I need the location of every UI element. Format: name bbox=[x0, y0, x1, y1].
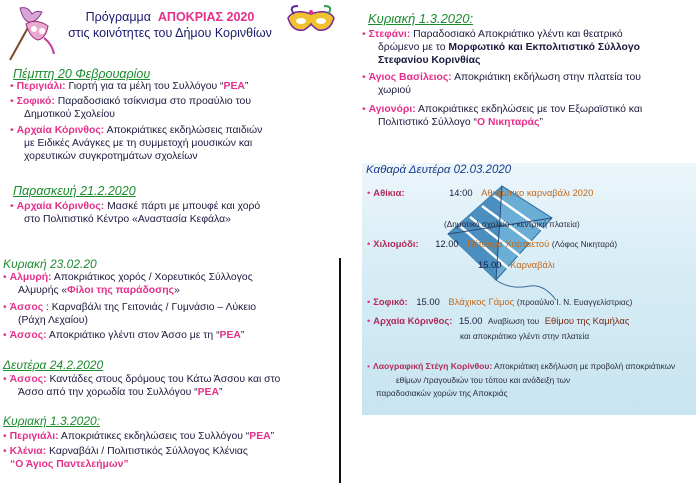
panel-item-chiliomodi-2: 15.00 Καρναβάλι bbox=[478, 259, 555, 270]
title-subtitle: στις κοινότητες του Δήμου Κορινθίων bbox=[68, 26, 272, 40]
date-heading-sunday-23: Κυριακή 23.02.20 bbox=[3, 257, 97, 271]
list-item-continuation: “Ο Άγιος Παντελεήμων” bbox=[10, 459, 129, 470]
date-heading-monday-24: Δευτέρα 24.2.2020 bbox=[3, 358, 104, 372]
list-item-continuation: δρώμενο με το Μορφωτικό και Εκπολιτιστικό Σύλλογο bbox=[378, 42, 641, 53]
panel-item-sofiko: • Σοφικό: 15.00 Βλάχικος Γάμος (προαύλιο Ι. Ν. Ευαγγελίστριας) bbox=[367, 296, 633, 307]
list-item: • Άσσος: Καντάδες στους δρόμους του Κάτω Άσσου και στο bbox=[3, 374, 281, 385]
page-title bbox=[50, 10, 290, 41]
list-item-continuation: Αλμυρής «Φίλοι της παράδοσης» bbox=[18, 285, 180, 296]
date-heading-right-sunday: Κυριακή 1.3.2020: bbox=[368, 11, 474, 26]
list-item: • Αρχαία Κόρινθος: Αποκριάτικες εκδηλώσεις παιδιών bbox=[10, 125, 263, 136]
date-heading-sunday-1: Κυριακή 1.3.2020: bbox=[3, 414, 101, 428]
list-item-continuation: χορευτικών συγκροτημάτων σχολείων bbox=[24, 151, 198, 162]
list-item: • Αγιονόρι: Αποκριάτικες εκδηλώσεις με τον Εξωραϊστικό και bbox=[362, 104, 643, 115]
list-item: • Άσσος: Αποκριάτικο γλέντι στον Άσσο με τη “ΡΕΑ” bbox=[3, 330, 245, 341]
list-item: • Στεφάνι: Παραδοσιακό Αποκριάτικο γλέντι και θεατρικό bbox=[362, 29, 623, 40]
column-divider bbox=[339, 258, 341, 483]
list-item: • Περιγιάλι: Γιορτή για τα μέλη του Συλλόγου “ΡΕΑ” bbox=[10, 81, 249, 92]
list-item: • Άγιος Βασίλειος: Αποκριάτικη εκδήλωση στην πλατεία του bbox=[362, 72, 641, 83]
list-item-continuation: στο Πολιτιστικό Κέντρο «Αναστασία Κεφάλα» bbox=[24, 214, 231, 225]
list-item-continuation: (Ράχη Λεχαίου) bbox=[18, 315, 88, 326]
list-item: • Κλένια: Καρναβάλι / Πολιτιστικός Σύλλογος Κλένιας bbox=[3, 446, 248, 457]
panel-item-laografiki: • Λαογραφική Στέγη Κορίνθου: Αποκριάτικη εκδήλωση με προβολή αποκριάτικων bbox=[367, 361, 676, 371]
date-heading-thursday: Πέμπτη 20 Φεβρουαρίου bbox=[13, 67, 151, 81]
list-item-continuation: Πολιτιστικό Σύλλογο “Ο Νικηταράς” bbox=[378, 117, 543, 128]
list-item: • Αρχαία Κόρινθος: Μασκέ πάρτι με μπουφέ και χορό bbox=[10, 201, 261, 212]
panel-item-korinthos: • Αρχαία Κόρινθος: 15.00 Αναβίωση του Εθίμου της Καμήλας bbox=[367, 315, 630, 326]
list-item-continuation: χωριού bbox=[378, 85, 411, 96]
list-item: • Αλμυρή: Αποκριάτικος χορός / Χορευτικός Σύλλογος bbox=[3, 272, 253, 283]
list-item-continuation: Δημοτικού Σχολείου bbox=[24, 109, 115, 120]
title-highlight: ΑΠΟΚΡΙΑΣ 2020 bbox=[157, 10, 255, 24]
panel-note-athikia: (Δημοτικό σχολείο - κεντρική πλατεία) bbox=[444, 220, 580, 229]
panel-item-chiliomodi: • Χιλιομόδι: 12.00 Πέταγμα Χαρταετού (Λόφος Νικηταρά) bbox=[367, 238, 618, 249]
list-item-continuation: Άσσο από την χορωδία του Συλλόγου “ΡΕΑ” bbox=[18, 387, 223, 398]
panel-note-korinthos: και αποκριάτικο γλέντι στην πλατεία bbox=[460, 332, 590, 341]
title-prefix: Πρόγραμμα bbox=[85, 10, 151, 24]
list-item: • Σοφικό: Παραδοσιακό τσίκνισμα στο προαύλιο του bbox=[10, 96, 251, 107]
panel-note-laografiki: εθίμων /τραγουδιών του τόπου και ανάδειξη των bbox=[396, 376, 571, 385]
list-item-continuation: Στεφανίου Κορινθίας bbox=[378, 55, 481, 66]
panel-title: Καθαρά Δευτέρα 02.03.2020 bbox=[366, 164, 512, 176]
list-item: • Περιγιάλι: Αποκριάτικες εκδηλώσεις του Συλλόγου “ΡΕΑ” bbox=[3, 431, 275, 442]
date-heading-friday: Παρασκευή 21.2.2020 bbox=[13, 184, 136, 198]
masquerade-mask-right-icon bbox=[284, 4, 338, 40]
panel-item-athikia: • Αθίκια: 14:00 Αθικιώτικο καρναβάλι 2020 bbox=[367, 187, 594, 198]
list-item: • Άσσος : Καρναβάλι της Γειτονιάς / Γυμνάσιο – Λύκειο bbox=[3, 302, 257, 313]
list-item-continuation: με Ειδικές Ανάγκες με τη συμμετοχή μουσικών και bbox=[24, 138, 253, 149]
panel-note-laografiki-2: παραδοσιακών χορών της Αποκριάς bbox=[376, 389, 508, 398]
